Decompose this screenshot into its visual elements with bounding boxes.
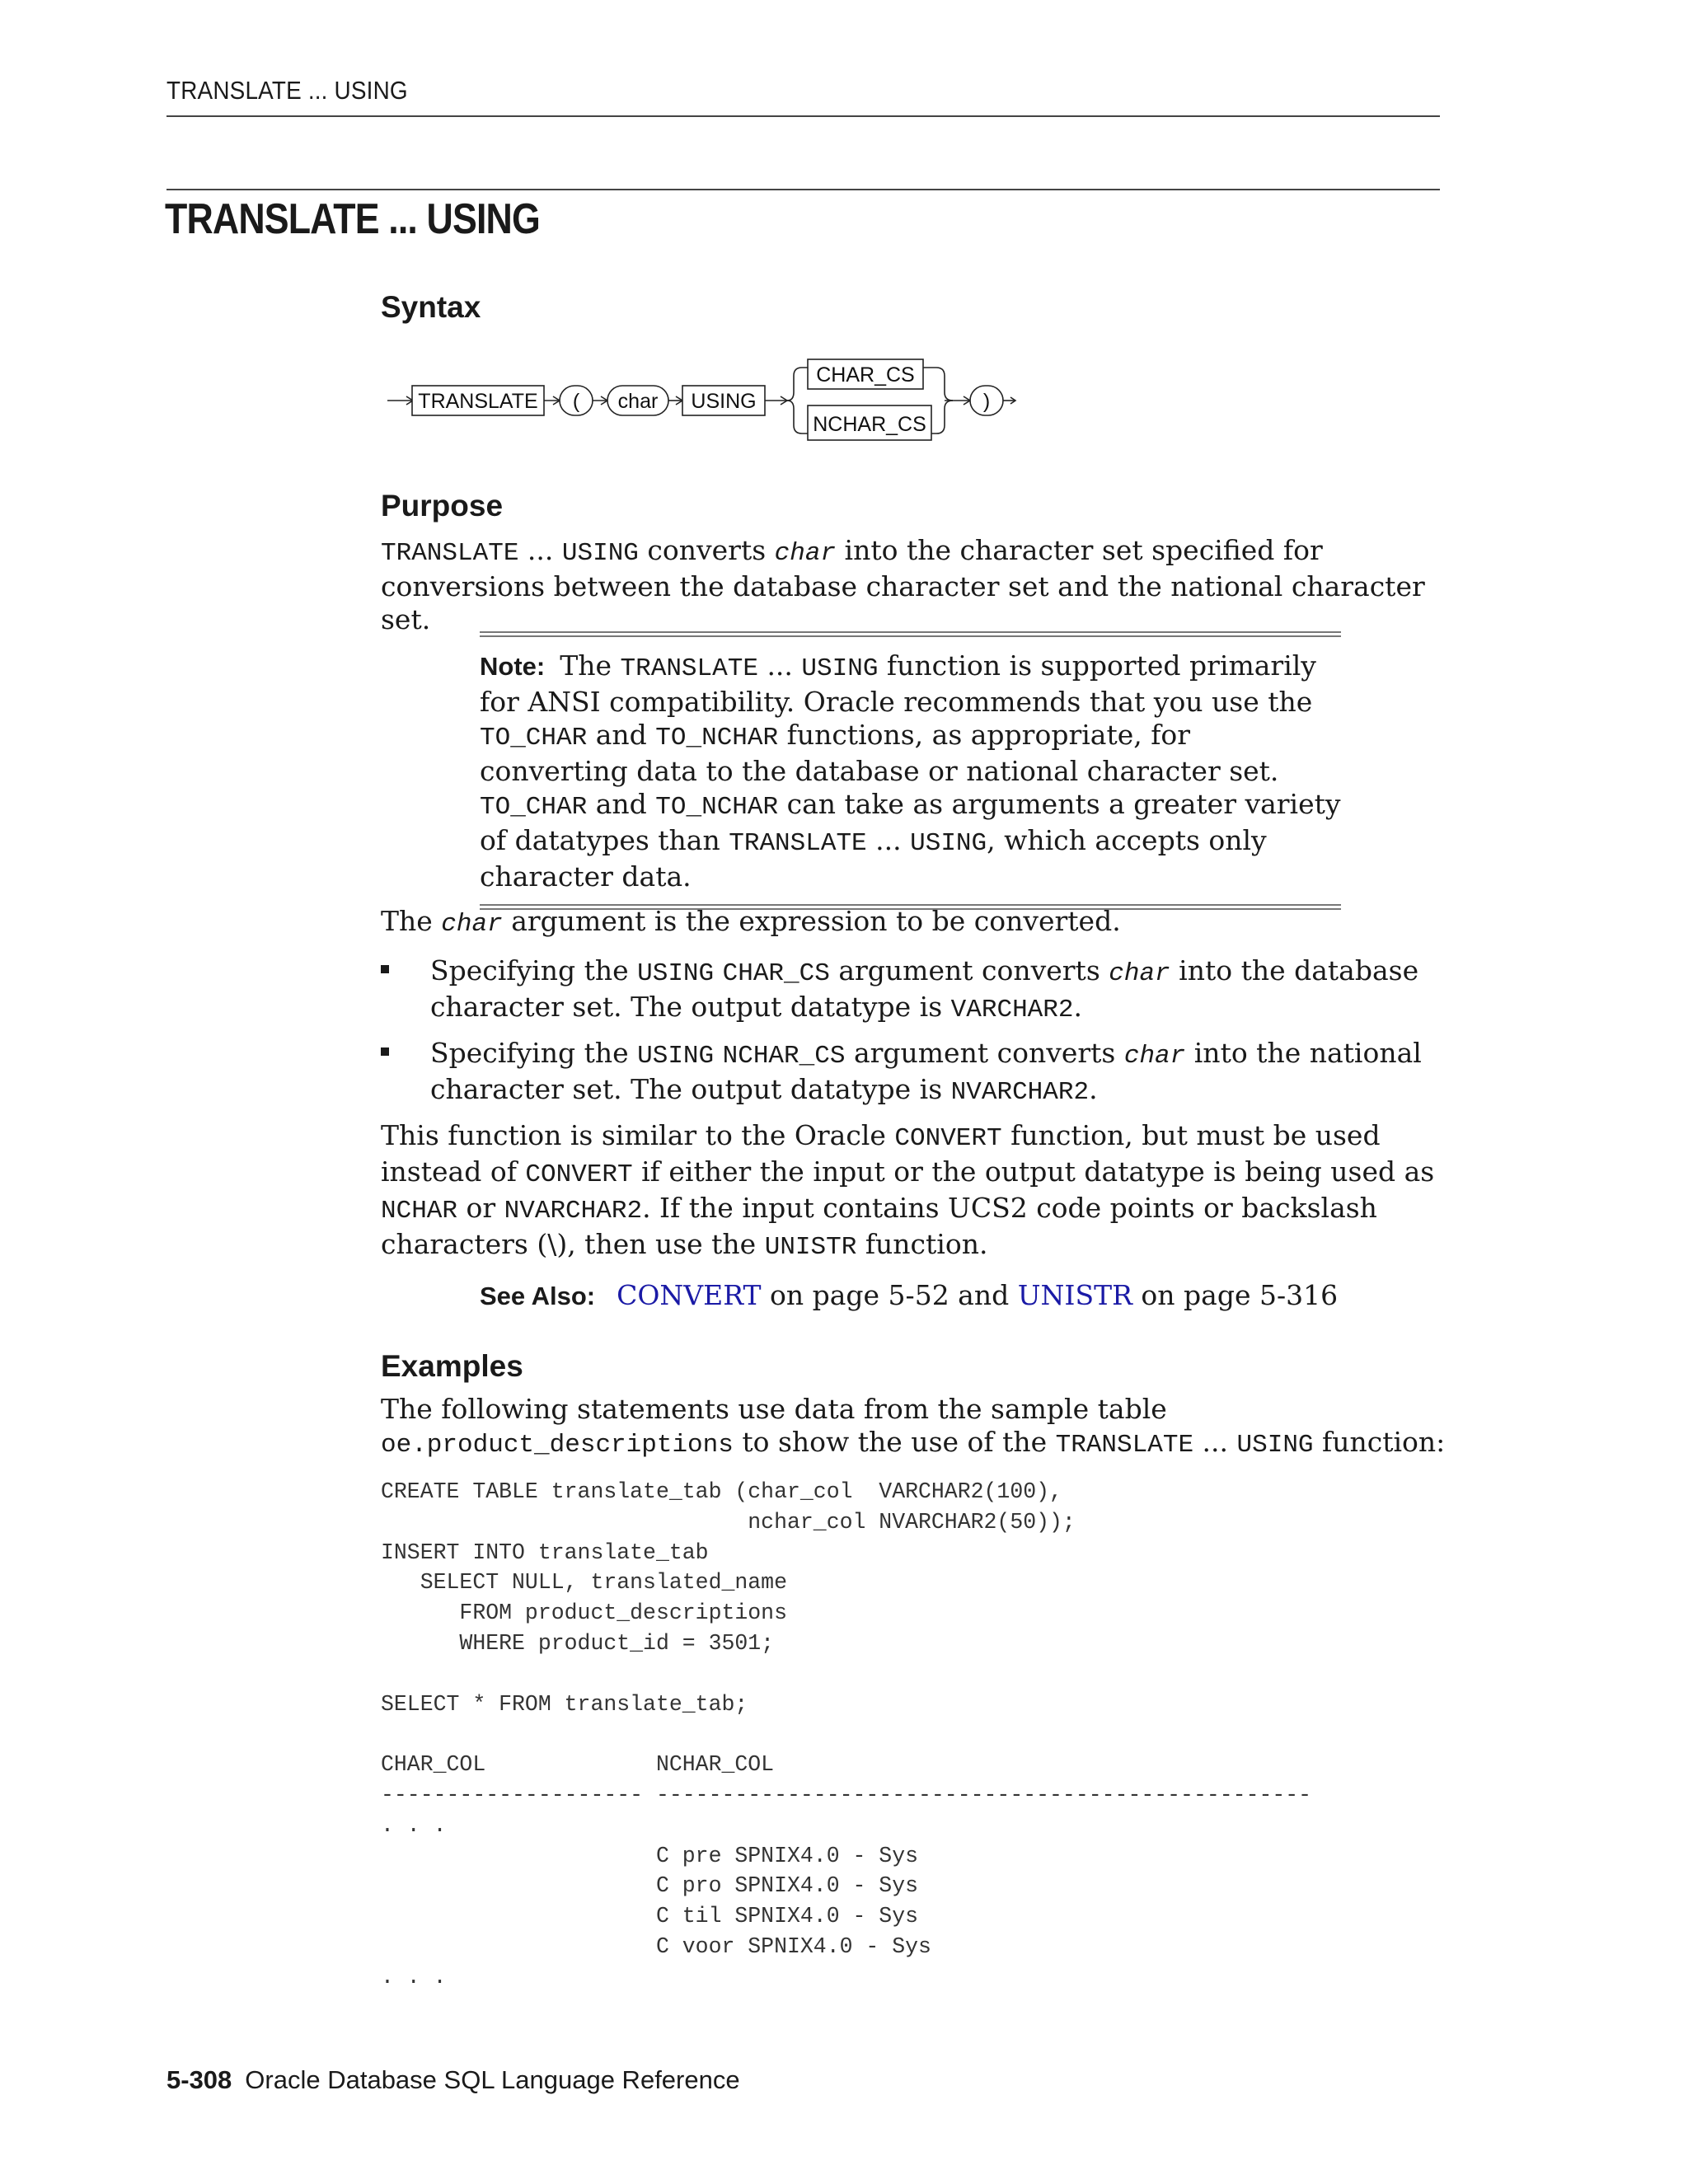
page-number: 5-308 bbox=[166, 2065, 232, 2094]
purpose-heading: Purpose bbox=[381, 489, 504, 523]
note-text: Note: The TRANSLATE ... USING function is supported primarily for ANSI compatibility. Oracle recommends that you use the TO_CHAR and TO_NCHAR functions, as appropriate, for converting data to the database or national character set. TO_CHAR and TO_NCHAR can take as arguments a greater variety of datatypes than TRANSLATE ... USING, which accepts only character data. bbox=[480, 649, 1341, 893]
unistr-link[interactable]: UNISTR bbox=[1017, 1279, 1132, 1311]
diagram-right-paren: ) bbox=[982, 390, 991, 413]
page-footer bbox=[166, 2065, 740, 2095]
note-box bbox=[480, 631, 1341, 910]
header-divider bbox=[166, 115, 1440, 117]
book-title: Oracle Database SQL Language Reference bbox=[245, 2065, 740, 2094]
char-argument-paragraph: The char argument is the expression to be converted. bbox=[381, 905, 1121, 939]
examples-intro-paragraph: The following statements use data from the sample table oe.product_descriptions to show the use of the TRANSLATE ... USING function: bbox=[381, 1393, 1446, 1460]
examples-heading: Examples bbox=[381, 1349, 523, 1383]
convert-link[interactable]: CONVERT bbox=[617, 1279, 762, 1311]
diagram-left-paren: ( bbox=[572, 390, 580, 413]
syntax-diagram bbox=[379, 353, 1039, 452]
title-divider bbox=[166, 189, 1440, 190]
note-top-rule bbox=[480, 631, 1341, 637]
running-header: TRANSLATE ... USING bbox=[166, 76, 408, 105]
diagram-char-cs-option: CHAR_CS bbox=[816, 363, 915, 387]
diagram-char-param: char bbox=[617, 390, 659, 413]
bullet-icon bbox=[381, 965, 389, 973]
diagram-translate-keyword: TRANSLATE bbox=[418, 390, 538, 413]
syntax-heading: Syntax bbox=[381, 290, 481, 324]
diagram-using-keyword: USING bbox=[691, 390, 757, 413]
page-title: TRANSLATE ... USING bbox=[165, 195, 540, 243]
note-label: Note: bbox=[480, 652, 546, 681]
list-item: Specifying the USING CHAR_CS argument converts char into the database character set. The output datatype is VARCHAR2. bbox=[381, 954, 1452, 1027]
see-also: See Also: CONVERT on page 5-52 and UNISTR on page 5-316 bbox=[480, 1279, 1339, 1311]
bullet-icon bbox=[381, 1047, 389, 1056]
purpose-paragraph: TRANSLATE ... USING converts char into the character set specified for conversions between the database character set and the national character set. bbox=[381, 534, 1425, 635]
diagram-nchar-cs-option: NCHAR_CS bbox=[813, 413, 926, 436]
see-also-label: See Also: bbox=[480, 1282, 596, 1310]
list-item: Specifying the USING NCHAR_CS argument converts char into the national character set. The output datatype is NVARCHAR2. bbox=[381, 1037, 1452, 1109]
code-example: CREATE TABLE translate_tab (char_col VARCHAR2(100), nchar_col NVARCHAR2(50)); INSERT INTO translate_tab SELECT NULL, translated_name FROM product_descriptions WHERE product_id = 3501; SELECT * FROM translate_tab; CHAR_COL NCHAR_COL -------------------- -------------------------------------------------- . . . C pre SPNIX4.0 - Sys C pro SPNIX4.0 - Sys C til SPNIX4.0 - Sys C voor SPNIX4.0 - Sys . . . bbox=[381, 1479, 1312, 1990]
convert-comparison-paragraph: This function is similar to the Oracle CONVERT function, but must be used instead of CONVERT if either the input or the output datatype is being used as NCHAR or NVARCHAR2. If the input contains UCS2 code points or backslash characters (\), then use the UNISTR function. bbox=[381, 1119, 1435, 1262]
